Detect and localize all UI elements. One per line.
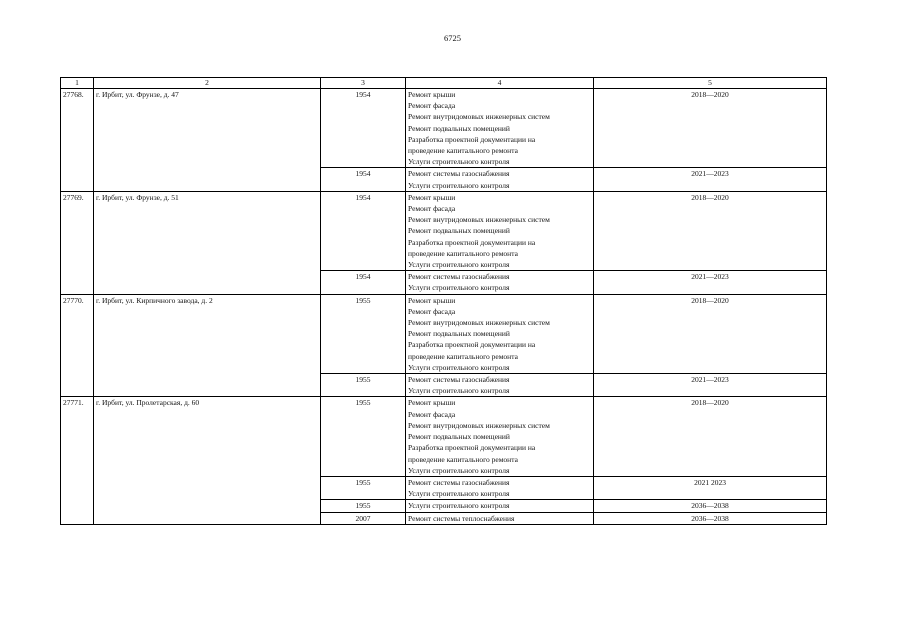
column-header-3: 3 — [321, 78, 406, 89]
construction-year: 1955 — [321, 397, 406, 476]
work-item: Услуги строительного контроля — [408, 180, 510, 190]
work-item: Ремонт внутридомовых инженерных систем — [408, 112, 550, 122]
building-number: 27770. — [61, 294, 94, 397]
works-list — [406, 476, 594, 499]
repair-period: 2021—2023 — [594, 374, 827, 397]
work-item: Разработка проектной документации на — [408, 237, 536, 247]
work-item: Услуги строительного контроля — [408, 501, 510, 511]
work-item: Услуги строительного контроля — [408, 260, 510, 270]
column-header-1: 1 — [61, 78, 94, 89]
building-number: 27769. — [61, 191, 94, 294]
work-item: Ремонт подвальных помещений — [408, 329, 510, 339]
works-list — [406, 500, 594, 512]
work-item: Ремонт внутридомовых инженерных систем — [408, 318, 550, 328]
building-address: г. Ирбит, ул. Фрунзе, д. 51 — [94, 191, 321, 294]
building-address: г. Ирбит, ул. Пролетарская, д. 60 — [94, 397, 321, 524]
work-item: Услуги строительного контроля — [408, 362, 510, 372]
construction-year: 1954 — [321, 89, 406, 168]
building-address: г. Ирбит, ул. Кирпичного завода, д. 2 — [94, 294, 321, 397]
work-item: Ремонт фасада — [408, 204, 456, 214]
work-item: Ремонт системы теплоснабжения — [408, 513, 515, 523]
building-address: г. Ирбит, ул. Фрунзе, д. 47 — [94, 89, 321, 192]
works-list — [406, 397, 594, 476]
column-header-4: 4 — [406, 78, 594, 89]
works-list — [406, 168, 594, 191]
work-item: Ремонт внутридомовых инженерных систем — [408, 215, 550, 225]
repair-period: 2018—2020 — [594, 89, 827, 168]
building-number: 27771. — [61, 397, 94, 524]
repair-period: 2018—2020 — [594, 191, 827, 270]
works-list — [406, 374, 594, 397]
repair-period: 2018—2020 — [594, 294, 827, 373]
column-header-5: 5 — [594, 78, 827, 89]
work-item: Ремонт фасада — [408, 101, 456, 111]
work-item: Разработка проектной документации на — [408, 134, 536, 144]
work-item: Услуги строительного контроля — [408, 489, 510, 499]
column-header-2: 2 — [94, 78, 321, 89]
construction-year: 1954 — [321, 191, 406, 270]
work-item: Ремонт подвальных помещений — [408, 123, 510, 133]
work-item: Разработка проектной документации на — [408, 443, 536, 453]
table-row — [61, 294, 827, 373]
page-number: 6725 — [444, 33, 461, 43]
work-item: Услуги строительного контроля — [408, 386, 510, 396]
construction-year: 1955 — [321, 374, 406, 397]
works-list — [406, 89, 594, 168]
repair-period: 2036—2038 — [594, 512, 827, 524]
work-item: Ремонт фасада — [408, 409, 456, 419]
construction-year: 1955 — [321, 500, 406, 512]
work-item: Ремонт системы газоснабжения — [408, 477, 510, 487]
work-item: Ремонт крыши — [408, 398, 456, 408]
work-item: проведение капитального ремонта — [408, 146, 518, 156]
work-item: проведение капитального ремонта — [408, 454, 518, 464]
construction-year: 1955 — [321, 294, 406, 373]
works-list — [406, 294, 594, 373]
work-item: Ремонт подвальных помещений — [408, 226, 510, 236]
construction-year: 1954 — [321, 168, 406, 191]
work-item: Ремонт крыши — [408, 295, 456, 305]
work-item: Разработка проектной документации на — [408, 340, 536, 350]
works-list — [406, 271, 594, 294]
work-item: Ремонт крыши — [408, 90, 456, 99]
table-row — [61, 397, 827, 476]
work-item: Ремонт системы газоснабжения — [408, 272, 510, 282]
table-row — [61, 89, 827, 168]
repair-period: 2018—2020 — [594, 397, 827, 476]
construction-year: 1955 — [321, 476, 406, 499]
work-item: Услуги строительного контроля — [408, 157, 510, 167]
work-item: Услуги строительного контроля — [408, 465, 510, 475]
repair-period: 2021—2023 — [594, 271, 827, 294]
work-item: Ремонт фасада — [408, 306, 456, 316]
construction-year: 2007 — [321, 512, 406, 524]
work-item: Ремонт системы газоснабжения — [408, 169, 510, 179]
work-item: Услуги строительного контроля — [408, 283, 510, 293]
work-item: проведение капитального ремонта — [408, 351, 518, 361]
repair-period: 2021—2023 — [594, 168, 827, 191]
repair-schedule-table — [60, 77, 827, 525]
table-row — [61, 191, 827, 270]
building-number: 27768. — [61, 89, 94, 192]
table-body — [61, 89, 827, 525]
work-item: Ремонт подвальных помещений — [408, 432, 510, 442]
work-item: Ремонт крыши — [408, 192, 456, 202]
repair-period: 2021 2023 — [594, 476, 827, 499]
construction-year: 1954 — [321, 271, 406, 294]
work-item: Ремонт внутридомовых инженерных систем — [408, 420, 550, 430]
work-item: Ремонт системы газоснабжения — [408, 375, 510, 385]
work-item: проведение капитального ремонта — [408, 248, 518, 258]
works-list — [406, 191, 594, 270]
header-row — [61, 78, 827, 89]
table-header — [61, 78, 827, 89]
works-list — [406, 512, 594, 524]
repair-period: 2036—2038 — [594, 500, 827, 512]
